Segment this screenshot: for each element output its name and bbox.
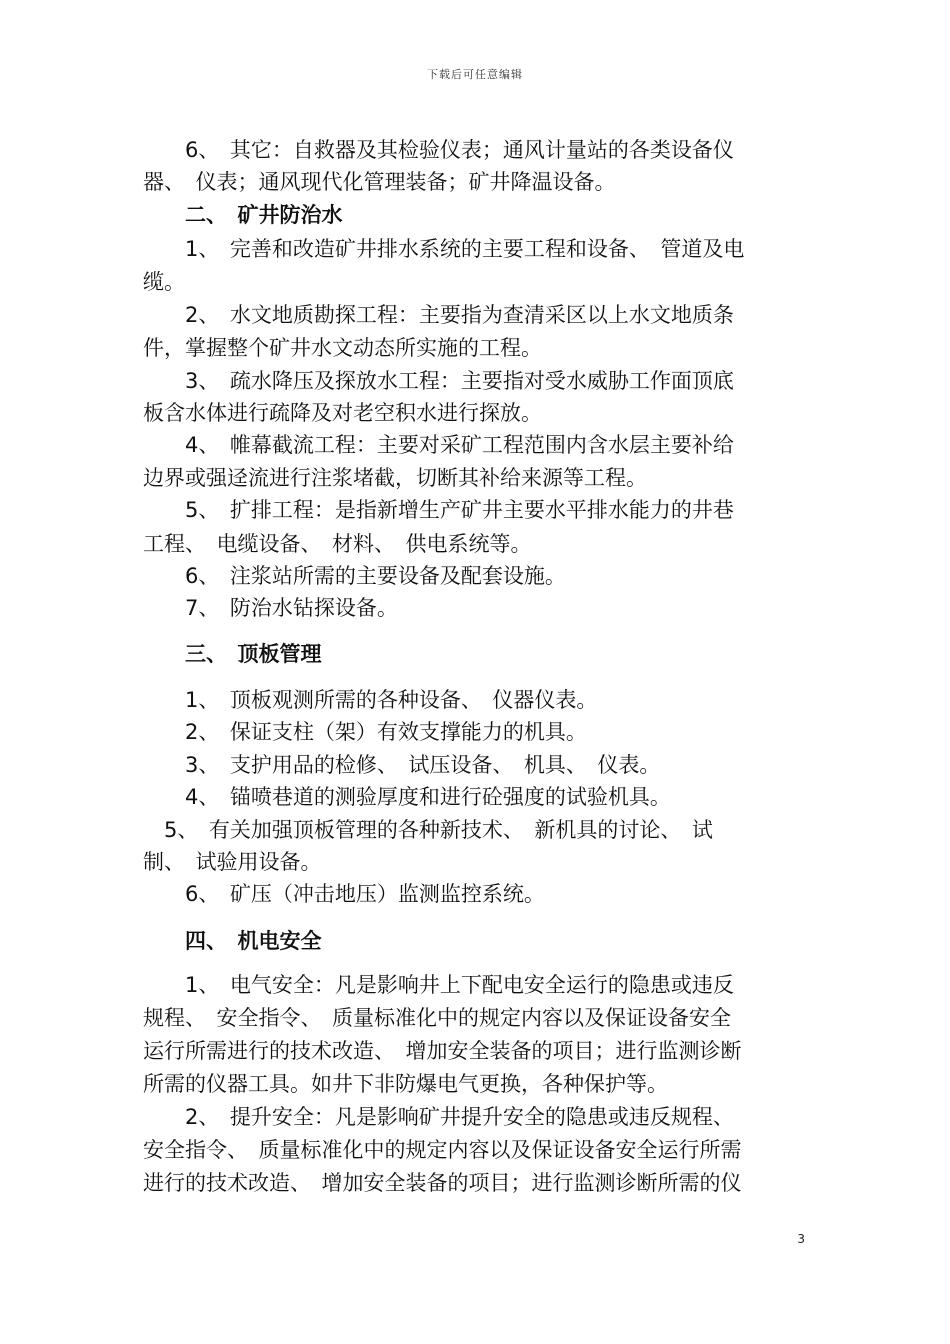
page-header-note: 下载后可任意编辑 [427,68,523,81]
text-line: 2、 提升安全：凡是影响矿井提升安全的隐患或违反规程、 [143,1105,734,1129]
text-line: 板含水体进行疏降及对老空积水进行探放。 [143,401,542,425]
text-line: 安全指令、 质量标准化中的规定内容以及保证设备安全运行所需 [143,1138,742,1162]
text-line: 所需的仪器工具。如井下非防爆电气更换，各种保护等。 [143,1072,668,1096]
text-line: 进行的技术改造、 增加安全装备的项目；进行监测诊断所需的仪 [143,1171,742,1195]
text-line: 规程、 安全指令、 质量标准化中的规定内容以及保证设备安全 [143,1006,731,1030]
text-line: 4、 帷幕截流工程：主要对采矿工程范围内含水层主要补给 [143,433,734,457]
text-line: 5、 扩排工程：是指新增生产矿井主要水平排水能力的井巷 [143,498,734,522]
text-line: 1、 完善和改造矿井排水系统的主要工程和设备、 管道及电 [143,237,745,261]
text-line: 2、 保证支柱（架）有效支撑能力的机具。 [143,720,587,744]
section-heading: 四、 机电安全 [143,929,322,953]
text-line: 3、 疏水降压及探放水工程：主要指对受水威胁工作面顶底 [143,369,734,393]
text-line: 2、 水文地质勘探工程：主要指为查清采区以上水文地质条 [143,303,734,327]
text-line: 6、 矿压（冲击地压）监测监控系统。 [143,882,545,906]
text-line: 1、 电气安全：凡是影响井上下配电安全运行的隐患或违反 [143,973,734,997]
text-line: 工程、 电缆设备、 材料、 供电系统等。 [143,532,532,556]
text-line: 1、 顶板观测所需的各种设备、 仪器仪表。 [143,688,598,712]
text-line: 器、 仪表；通风现代化管理装备；矿井降温设备。 [143,170,616,194]
text-line: 4、 锚喷巷道的测验厚度和进行砼强度的试验机具。 [143,785,671,809]
page-number: 3 [797,1232,805,1246]
text-line: 制、 试验用设备。 [143,850,322,874]
text-line: 6、 其它：自救器及其检验仪表；通风计量站的各类设备仪 [143,138,734,162]
text-line: 6、 注浆站所需的主要设备及配套设施。 [143,564,566,588]
text-line: 件，掌握整个矿井水文动态所实施的工程。 [143,336,542,360]
text-line: 边界或强迳流进行注浆堵截，切断其补给来源等工程。 [143,466,647,490]
text-line: 7、 防治水钻探设备。 [143,596,398,620]
section-heading: 二、 矿井防治水 [143,203,343,227]
text-line: 3、 支护用品的检修、 试压设备、 机具、 仪表。 [143,753,661,777]
text-line: 缆。 [143,270,185,294]
text-line: 运行所需进行的技术改造、 增加安全装备的项目；进行监测诊断 [143,1039,742,1063]
text-line: 5、 有关加强顶板管理的各种新技术、 新机具的讨论、 试 [143,818,713,842]
section-heading: 三、 顶板管理 [143,642,322,666]
